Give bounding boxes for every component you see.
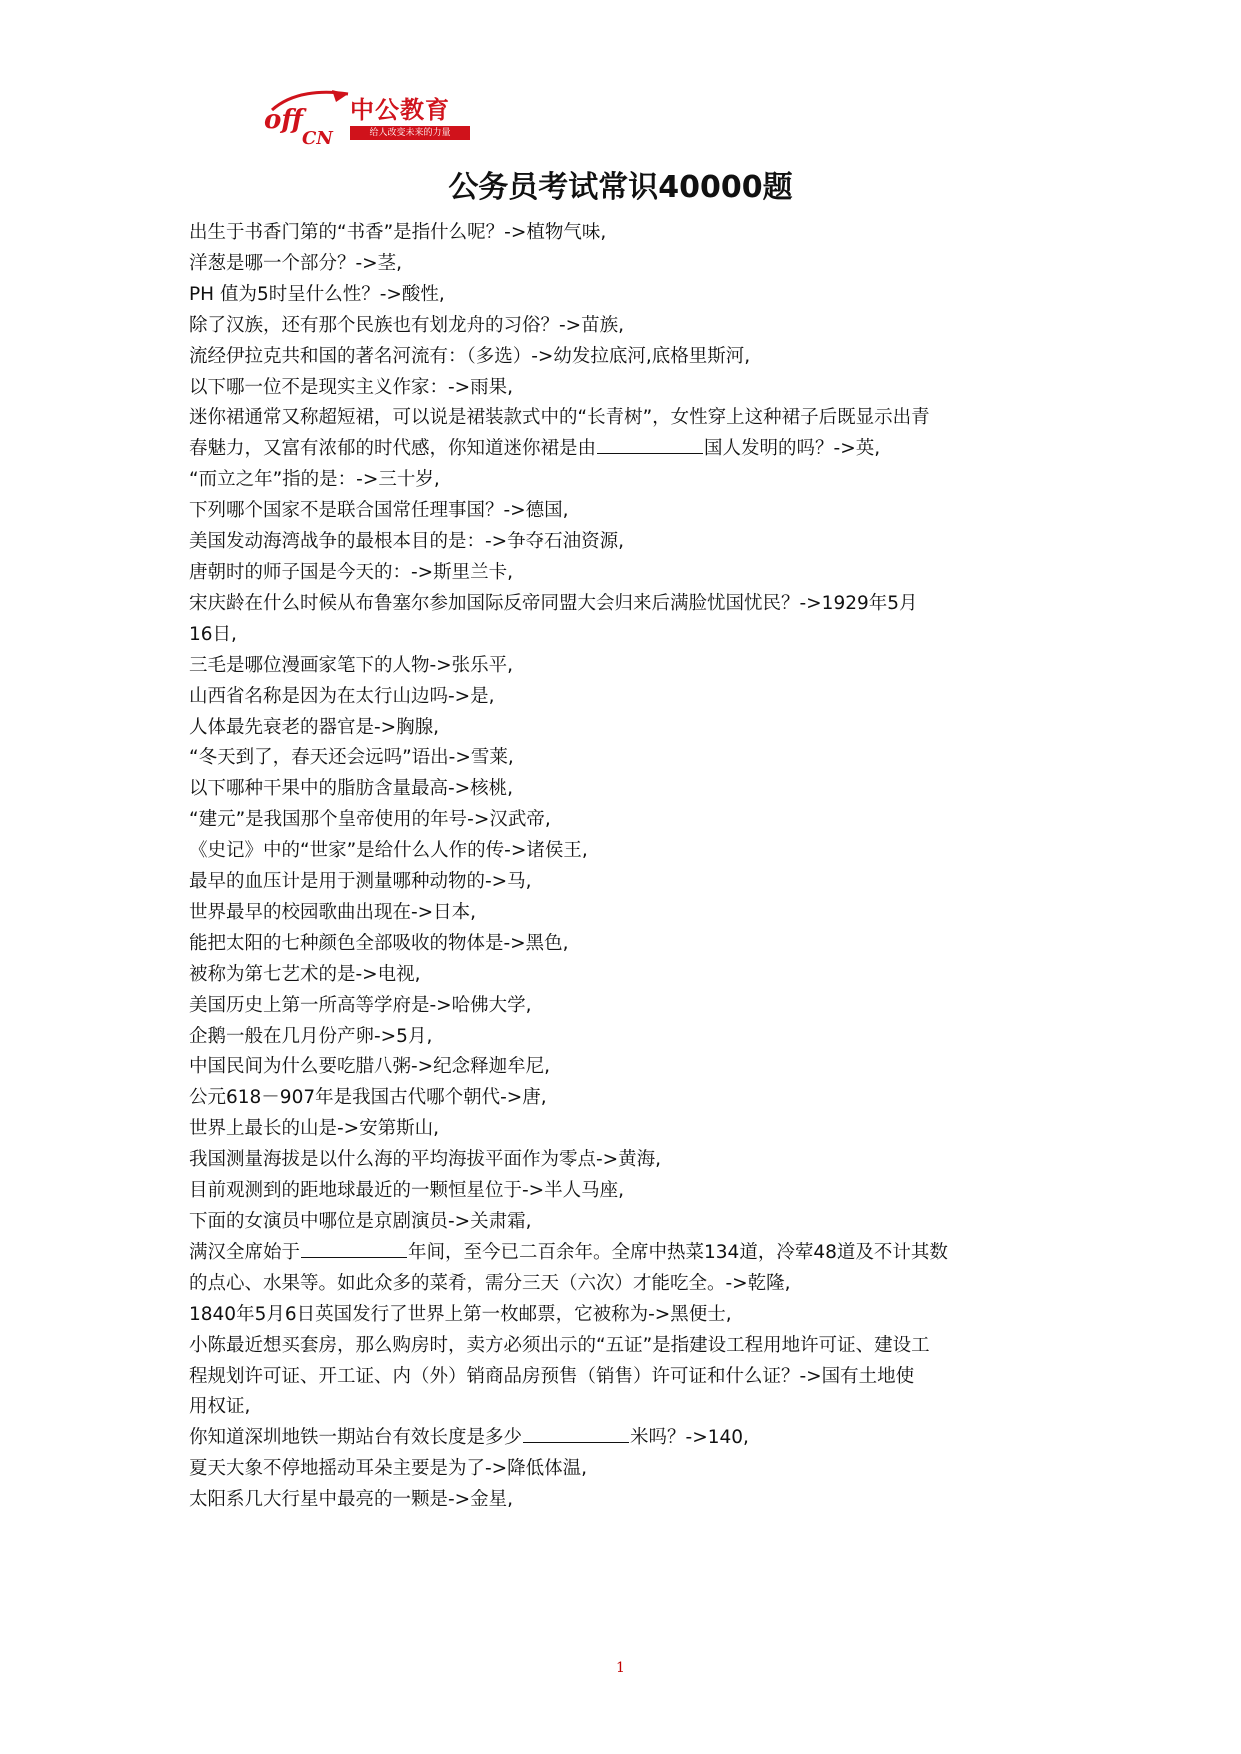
list-item: 迷你裙通常又称超短裙，可以说是裙装款式中的“长青树”，女性穿上这种裙子后既显示出青	[189, 407, 930, 429]
page-title: 公务员考试常识40000题	[448, 170, 793, 205]
text-segment: 你知道深圳地铁一期站台有效长度是多少	[189, 1427, 523, 1449]
list-item: 被称为第七艺术的是->电视,	[189, 963, 421, 985]
list-item	[189, 434, 1055, 465]
text-segment: 满汉全席始于	[189, 1241, 301, 1263]
list-item: 除了汉族，还有那个民族也有划龙舟的习俗？->苗族,	[189, 314, 625, 336]
list-item: 下面的女演员中哪位是京剧演员->关肃霜,	[189, 1211, 532, 1232]
list-item: 美国发动海湾战争的最根本目的是：->争夺石油资源,	[189, 531, 625, 553]
list-item: 最早的血压计是用于测量哪种动物的->马,	[189, 871, 532, 893]
list-item: 《史记》中的“世家”是给什么人作的传->诸侯王,	[189, 840, 588, 862]
list-item: 宋庆龄在什么时候从布鲁塞尔参加国际反帝同盟大会归来后满脸忧国忧民？->1929年5月	[189, 592, 918, 614]
list-item: 世界上最长的山是->安第斯山,	[189, 1118, 440, 1140]
list-item: 我国测量海拔是以什么海的平均海拔平面作为零点->黄海,	[189, 1149, 662, 1171]
logo-text: 中公教育	[350, 96, 450, 124]
list-item: 三毛是哪位漫画家笔下的人物->张乐平,	[189, 654, 514, 676]
list-item: 人体最先衰老的器官是->胸腺,	[189, 716, 440, 738]
list-item: “建元”是我国那个皇帝使用的年号->汉武帝,	[189, 809, 551, 831]
list-item: 16日,	[189, 623, 237, 645]
list-item: PH 值为5时呈什么性？->酸性,	[189, 283, 445, 305]
list-item: 世界最早的校园歌曲出现在->日本,	[189, 901, 477, 923]
list-item: 中国民间为什么要吃腊八粥->纪念释迦牟尼,	[189, 1056, 551, 1078]
page-number: 1	[616, 1660, 625, 1676]
fill-blank	[523, 1424, 629, 1443]
svg-text:CN: CN	[302, 128, 333, 148]
list-item: 洋葱是哪一个部分？->茎,	[189, 252, 403, 274]
list-item: 目前观测到的距地球最近的一颗恒星位于->半人马座,	[189, 1180, 625, 1202]
text-segment: 年间，至今已二百余年。全席中热菜134道，冷荤48道及不计其数	[408, 1241, 948, 1263]
list-item: 流经伊拉克共和国的著名河流有：（多选）->幼发拉底河,底格里斯河,	[189, 345, 751, 367]
list-item: 能把太阳的七种颜色全部吸收的物体是->黑色,	[189, 932, 569, 954]
list-item: 小陈最近想买套房，那么购房时，卖方必须出示的“五证”是指建设工程用地许可证、建设工	[189, 1334, 930, 1356]
list-item: 用权证,	[189, 1396, 251, 1418]
list-item: 美国历史上第一所高等学府是->哈佛大学,	[189, 994, 532, 1016]
text-segment: 春魅力，又富有浓郁的时代感，你知道迷你裙是由	[189, 438, 597, 460]
list-item: 太阳系几大行星中最亮的一颗是->金星,	[189, 1489, 514, 1511]
fill-blank	[301, 1239, 407, 1258]
list-item: 企鹅一般在几月份产卵->5月,	[189, 1025, 433, 1047]
list-item: 公元618－907年是我国古代哪个朝代->唐,	[189, 1087, 547, 1109]
svg-text:off: off	[264, 105, 303, 135]
list-item: “冬天到了，春天还会远吗”语出->雪莱,	[189, 747, 514, 769]
question-list	[189, 218, 1055, 1516]
list-item: 出生于书香门第的“书香”是指什么呢？->植物气味,	[189, 222, 607, 243]
list-item	[189, 1238, 1055, 1269]
list-item	[189, 1423, 1055, 1454]
list-item: 下列哪个国家不是联合国常任理事国？->德国,	[189, 500, 569, 522]
offcn-logo-mark	[262, 88, 352, 148]
logo-tagline: 给人改变未来的力量	[350, 126, 470, 140]
list-item: 以下哪一位不是现实主义作家：->雨果,	[189, 376, 514, 398]
list-item: “而立之年”指的是：->三十岁,	[189, 469, 440, 491]
offcn-logo	[262, 88, 472, 148]
text-segment: 米吗？->140,	[630, 1427, 749, 1449]
list-item: 1840年5月6日英国发行了世界上第一枚邮票，它被称为->黑便士,	[189, 1303, 732, 1325]
list-item: 以下哪种干果中的脂肪含量最高->核桃,	[189, 778, 514, 800]
fill-blank	[597, 435, 703, 454]
list-item: 夏天大象不停地摇动耳朵主要是为了->降低体温,	[189, 1458, 588, 1480]
list-item: 唐朝时的师子国是今天的：->斯里兰卡,	[189, 561, 514, 583]
list-item: 的点心、水果等。如此众多的菜肴，需分三天（六次）才能吃全。->乾隆,	[189, 1272, 791, 1294]
text-segment: 国人发明的吗？->英,	[704, 438, 881, 460]
list-item: 山西省名称是因为在太行山边吗->是,	[189, 685, 495, 707]
list-item: 程规划许可证、开工证、内（外）销商品房预售（销售）许可证和什么证？->国有土地使	[189, 1365, 915, 1387]
